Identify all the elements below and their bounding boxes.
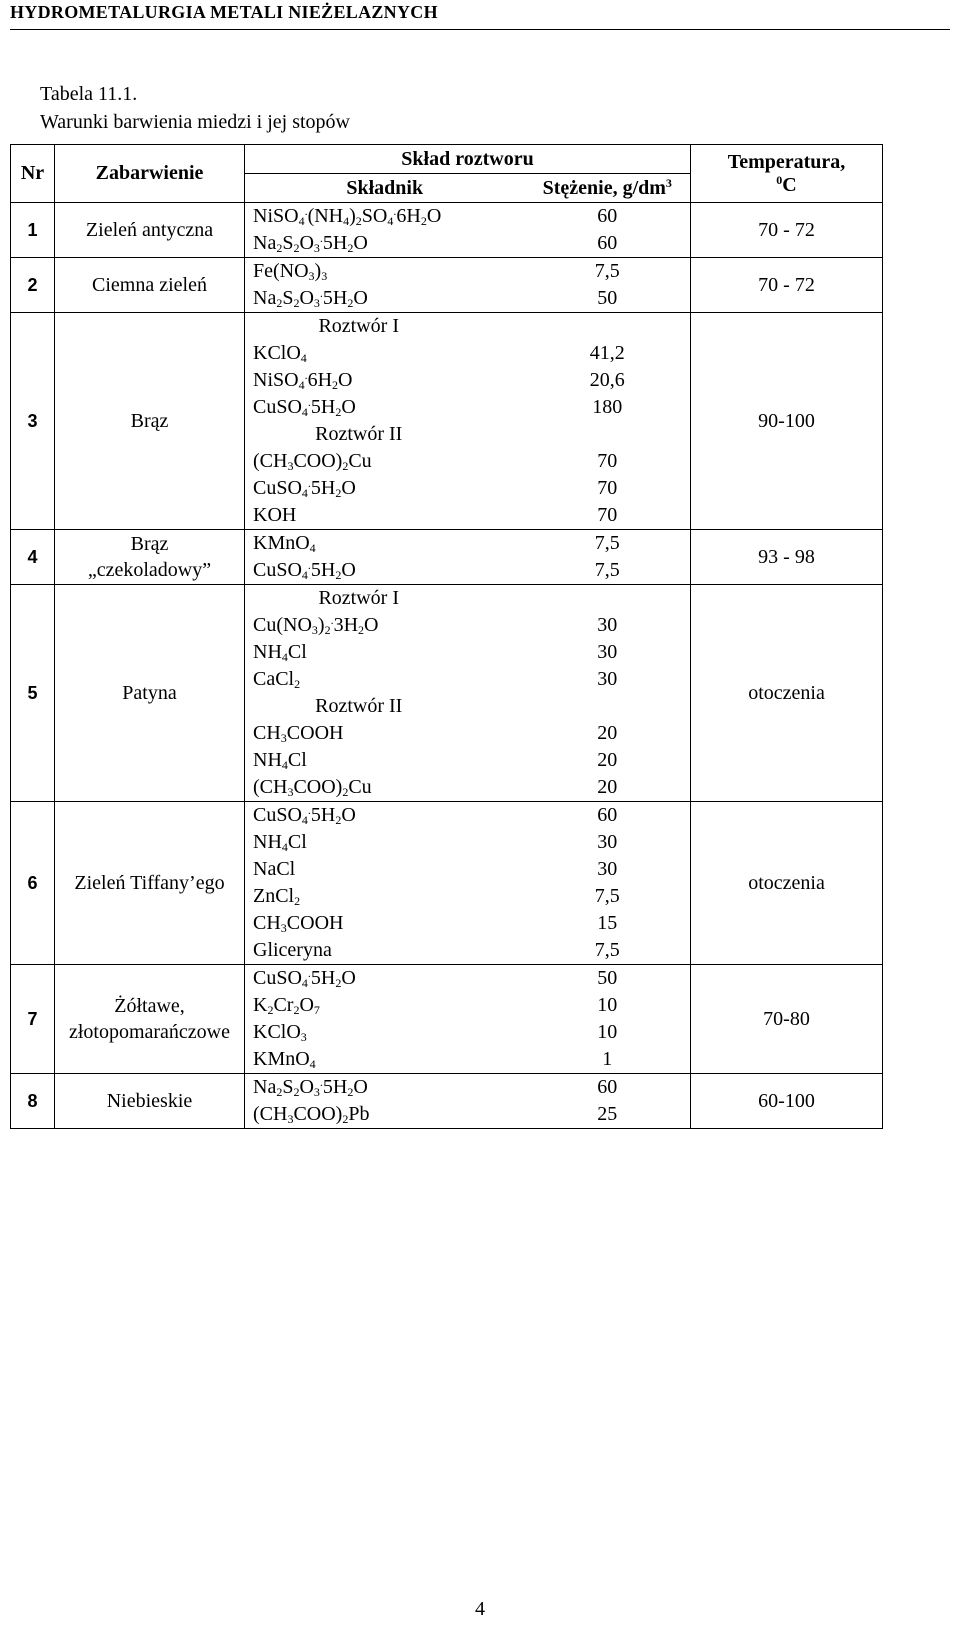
temperature-value: otoczenia [691,802,883,965]
ingredients-cell [245,258,525,313]
ingredient: $CuSO_4^.5H_2O$ [253,966,356,990]
concentration-value: 20 [597,776,618,798]
ingredient: $CuSO_4^.5H_2O$ [253,395,356,419]
ingredients-cell [245,313,525,530]
concentrations-cell [525,313,691,530]
ingredient: Gliceryna [253,939,332,961]
ingredients-cell [245,585,525,802]
ingredients-cell [245,802,525,965]
concentration-value: 7,5 [594,885,620,907]
table-row [11,258,883,313]
ingredient: CaCl$_2$ [253,668,301,691]
concentration-value: 10 [597,994,618,1016]
ingredient: $CuSO_4^.5H_2O$ [253,558,356,582]
temperature-value: 60-100 [691,1074,883,1129]
page-number: 4 [475,1598,485,1620]
color-name-line: Brąz [130,410,169,432]
concentration-value: 7,5 [594,559,620,581]
temperature-value: 90-100 [691,313,883,530]
table-number: Tabela 11.1. [40,83,138,105]
row-number: 6 [11,802,55,965]
table-caption [40,80,350,136]
color-name-line: „czekoladowy” [87,559,212,581]
solution-label: Roztwór II [315,423,403,445]
row-number: 4 [11,530,55,585]
ingredient: KMnO$_4$ [253,532,316,555]
ingredient: $CH_3COOH$ [253,722,344,745]
table-row [11,203,883,258]
concentration-value: 60 [597,1076,618,1098]
dyeing-conditions-table [10,144,883,1129]
concentration-value: 20 [597,722,618,744]
color-name [55,313,245,530]
concentration-value [525,585,691,612]
row-number: 3 [11,313,55,530]
header-temperature [691,145,883,203]
ingredient: $NiSO_4^.(NH_4)_2SO_4^.6H_2O$ [253,204,442,228]
concentration-value: 60 [597,804,618,826]
concentration-value: 10 [597,1021,618,1043]
ingredient: $(CH_3COO)_2Cu$ [253,450,372,473]
color-name [55,1074,245,1129]
concentration-value: 70 [597,504,618,526]
color-name-line: Niebieskie [106,1090,193,1112]
ingredient: $Na_2S_2O_3^.5H_2O$ [253,1075,368,1099]
header-rule [10,29,950,30]
concentration-value [525,421,691,448]
ingredient: $CH_3COOH$ [253,912,344,935]
concentration-value: 30 [597,668,618,690]
table-row [11,1074,883,1129]
row-number: 2 [11,258,55,313]
ingredient: $Cu(NO_3)_2^.3H_2O$ [253,613,379,637]
solution-label: Roztwór I [318,587,400,609]
ingredient: $Na_2S_2O_3^.5H_2O$ [253,231,368,255]
ingredients-cell [245,1074,525,1129]
header-ingredient: Składnik [245,174,525,203]
concentration-value: 41,2 [589,342,625,364]
concentration-value: 180 [592,396,623,418]
concentration-value: 70 [597,477,618,499]
concentrations-cell [525,258,691,313]
table-row [11,530,883,585]
concentration-value: 7,5 [594,532,620,554]
ingredient: ZnCl$_2$ [253,885,301,908]
color-name [55,258,245,313]
concentration-value: 15 [597,912,618,934]
concentration-value: 50 [597,967,618,989]
concentration-value: 20,6 [589,369,625,391]
concentration-value: 30 [597,858,618,880]
solution-label: Roztwór I [318,315,400,337]
ingredient: $Na_2S_2O_3^.5H_2O$ [253,286,368,310]
ingredient: KClO$_4$ [253,342,307,365]
color-name [55,802,245,965]
ingredient: KClO$_3$ [253,1021,307,1044]
ingredients-cell [245,965,525,1074]
ingredient: $CuSO_4^.5H_2O$ [253,803,356,827]
ingredient: $(CH_3COO)_2Pb$ [253,1103,370,1126]
concentration-value: 60 [597,205,618,227]
header-color: Zabarwienie [55,145,245,203]
temperature-value: 93 - 98 [691,530,883,585]
color-name-line: Zieleń antyczna [85,219,214,241]
header-nr: Nr [11,145,55,203]
temperature-value: otoczenia [691,585,883,802]
concentration-value [525,313,691,340]
concentrations-cell [525,530,691,585]
concentrations-cell [525,203,691,258]
concentrations-cell [525,965,691,1074]
color-name [55,530,245,585]
concentration-value: 20 [597,749,618,771]
ingredient: $NH_4Cl$ [253,641,307,664]
concentration-value: 50 [597,287,618,309]
row-number: 7 [11,965,55,1074]
header-concentration: Stężenie, $g/dm^3$ [525,174,691,203]
temperature-value: 70-80 [691,965,883,1074]
solution-label: Roztwór II [315,695,403,717]
table-row [11,965,883,1074]
concentration-value: 7,5 [594,260,620,282]
concentrations-cell [525,802,691,965]
ingredient: KMnO$_4$ [253,1048,316,1071]
ingredient: $K_2Cr_2O_7$ [253,994,320,1017]
ingredient: $NH_4Cl$ [253,831,307,854]
table-row [11,802,883,965]
table-title: Warunki barwienia miedzi i jej stopów [40,111,350,133]
row-number: 5 [11,585,55,802]
concentration-value: 70 [597,450,618,472]
header-composition: Skład roztworu [245,145,691,174]
ingredient: KOH [253,504,297,526]
color-name [55,965,245,1074]
table-row [11,585,883,802]
color-name-line: Żółtawe, [114,995,185,1017]
ingredient: $NiSO_4^.6H_2O$ [253,368,353,392]
ingredient: $(CH_3COO)_2Cu$ [253,776,372,799]
temperature-value: 70 - 72 [691,203,883,258]
color-name-line: Zieleń Tiffany’ego [74,872,225,894]
concentration-value: 30 [597,641,618,663]
temperature-value: 70 - 72 [691,258,883,313]
ingredients-cell [245,530,525,585]
concentration-value: 25 [597,1103,618,1125]
concentrations-cell [525,1074,691,1129]
concentration-value: 30 [597,831,618,853]
color-name [55,203,245,258]
ingredient: NaCl [253,858,296,880]
header-temperature-unit: $^0$C [776,172,797,196]
color-name [55,585,245,802]
concentration-value: 30 [597,614,618,636]
ingredient: $NH_4Cl$ [253,749,307,772]
concentrations-cell [525,585,691,802]
table-body [11,203,883,1129]
concentration-value: 7,5 [594,939,620,961]
table-row [11,313,883,530]
concentration-value: 1 [602,1048,613,1070]
color-name-line: Ciemna zieleń [92,274,207,296]
color-name-line: Patyna [122,682,177,704]
concentration-value [525,693,691,720]
ingredient: $CuSO_4^.5H_2O$ [253,476,356,500]
concentration-value: 60 [597,232,618,254]
ingredient: $Fe(NO_3)_3$ [253,260,328,283]
color-name-line: złotopomarańczowe [68,1021,231,1043]
running-header: HYDROMETALURGIA METALI NIEŻELAZNYCH [10,2,438,22]
header-temperature-label: Temperatura, [727,150,846,173]
color-name-line: Brąz [130,533,169,555]
row-number: 1 [11,203,55,258]
row-number: 8 [11,1074,55,1129]
ingredients-cell [245,203,525,258]
